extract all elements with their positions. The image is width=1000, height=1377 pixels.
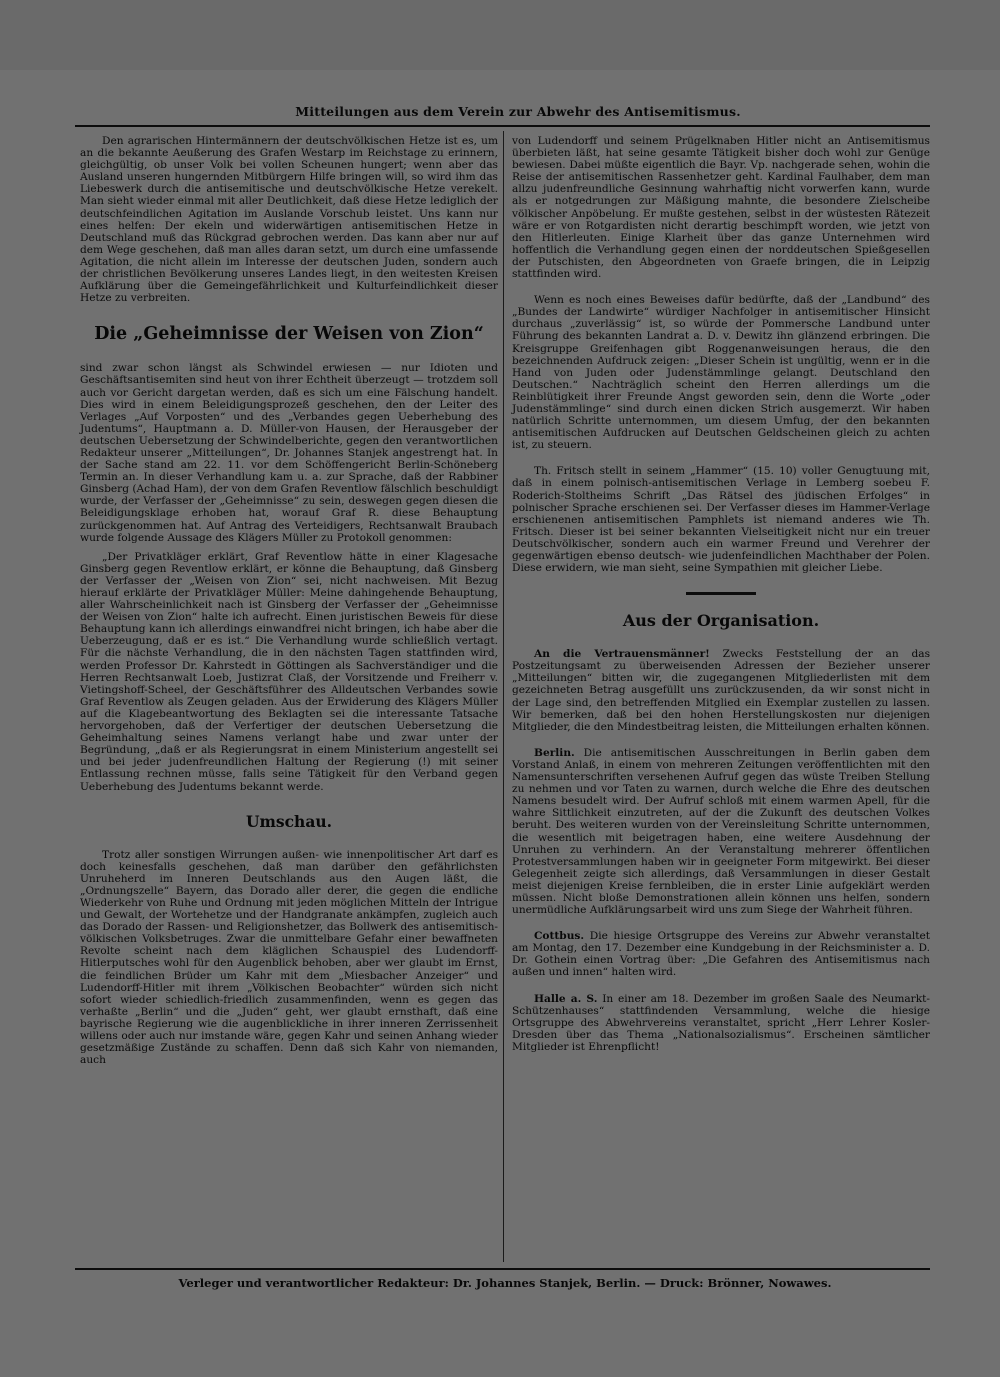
imprint-footer: Verleger und verantwortlicher Redakteur: Dr. Johannes Stanjek, Berlin. — Druck: Brönner, Nowawes. <box>178 1276 832 1290</box>
cottbus-lead: Cottbus. <box>534 930 585 943</box>
top-margin-shade <box>0 0 1000 70</box>
vertrauensmaenner-text: Zwecks Feststellung der an das Postzeitungsamt zu überweisenden Adressen der Bezieher unserer „Mitteilungen“ bitten wir, die zugegangenen Mitgliederlisten mit dem gezeichneten Betrag ausgefüllt uns zurückzusenden, da wir sonst nicht in der Lage sind, den betreffenden Mitglied ein Exemplar zustellen zu lassen. Wir bemerken, daß bei den hohen Herstellungskosten nur diejenigen Mitglieder, die den Mindestbeitrag leisten, die Mitteilungen erhalten können. <box>512 648 931 733</box>
zion-heading: Die „Geheimnisse der Weisen von Zion“ <box>94 324 484 345</box>
column-divider <box>503 131 504 1262</box>
organisation-heading: Aus der Organisation. <box>622 611 820 631</box>
landbund-paragraph: Wenn es noch eines Beweises dafür bedürfte, daß der „Landbund“ des „Bundes der Landwirte“ würdiger Nachfolger in antisemitischer Hinsicht durchaus „zuverlässig“ ist, so würde der Pommersche Landbund unter Führung des bekannten Landrat a. D. v. Dewitz ihn glänzend erbringen. Die Kreisgruppe Greifenhagen gibt Roggenanweisungen heraus, die den bezeichnenden Aufdruck zeigen: „Dieser Schein ist ungültig, wenn er in die Hand von Juden oder Judenstämmlinge gelangt. Deutschland den Deutschen.“ Nachträglich scheint den Herren allerdings um die Reinblütigkeit ihrer Freunde Angst geworden sein, denn die Worte „oder Judenstämmlinge“ sind durch einen dicken Strich ausgemerzt. Wir haben natürlich Schritte unternommen, um diesem Umfug, der den bekannten antisemitischen Aufdrucken auf Deutschen Geldscheinen gleich zu achten ist, zu steuern. <box>512 294 930 452</box>
umschau-paragraph: Trotz aller sonstigen Wirrungen außen- wie innenpolitischer Art darf es doch keinesfalls geschehen, daß man darüber den gefährlichsten Unruheherd im Inneren Deutschlands aus den Augen läßt, die „Ordnungszelle“ Bayern, das Dorado aller derer, die gegen die endliche Wiederkehr von Ruhe und Ordnung mit jeden möglichen Mitteln der Intrigue und Gewalt, der Wortehetze und der Handgranate ankämpfen, zugleich auch das Dorado der Rassen- und Religionshetzer, das Bollwerk des antisemitisch-völkischen Volksbetruges. Zwar die unmittelbare Gefahr einer bewaffneten Revolte scheint nach dem kläglichen Schauspiel des Ludendorff-Hitlerputsches wohl für den Augenblick behoben, aber wer glaubt im Ernst, die feindlichen Brüder um Kahr mit dem „Miesbacher Anzeiger“ und Ludendorff-Hitler mit ihrem „Völkischen Beobachter“ würden sich nicht sofort wieder schiedlich-friedlich zusammenfinden, wenn es gegen das verhaßte „Berlin“ und die „Juden“ geht, wer glaubt ernsthaft, daß eine bayrische Regierung wie die augenblickliche in ihrer inneren Zerrissenheit willens oder auch nur imstande wäre, gegen Kahr und seinen Anhang wieder gesetzmäßige Zustände zu schaffen. Denn daß sich Kahr von niemanden, auch <box>80 848 498 1067</box>
footer-rule <box>75 1268 930 1270</box>
section-divider <box>686 592 756 595</box>
vertrauensmaenner-lead: An die Vertrauensmänner! <box>534 648 710 661</box>
right-column <box>512 135 930 1053</box>
umschau-heading: Umschau. <box>245 811 333 831</box>
zion-paragraph-2: „Der Privatkläger erklärt, Graf Reventlow hätte in einer Klagesache Ginsberg gegen Reventlow erklärt, er könne die Behauptung, daß Ginsberg der Verfasser der „Weisen von Zion“ sei, nicht nachweisen. Mit Bezug hierauf erklärte der Privatkläger Müller: Meine dahingehende Behauptung, aller Wahrscheinlichkeit nach ist Ginsberg der Verfasser der „Geheimnisse der Weisen von Zion“ halte ich aufrecht. Einen juristischen Beweis für diese Behauptung kann ich allerdings einwandfrei nicht bringen, ich habe aber die Ueberzeugung, daß er es ist.“ Die Verhandlung wurde schließlich vertagt. Für die nächste Verhandlung, die in den nächsten Tagen stattfinden wird, werden Professor Dr. Kahrstedt in Göttingen als Sachverständiger und die Herren Rechtsanwalt Loeb, Justizrat Claß, der Vorsitzende und Freiherr v. Vietingshoff-Scheel, der Geschäftsführer des Alldeutschen Verbandes sowie Graf Reventlow als Zeugen geladen. Aus der Erwiderung des Klägers Müller auf die Klagebeantwortung des Beklagten sei die interessante Tatsache hervorgehoben, daß der Verfertiger der deutschen Uebersetzung die Geheimhaltung seines Namens verlangt habe und zwar unter der Begründung, „daß er als Regierungsrat in einem Ministerium angestellt sei und bei jeder judenfreundlichen Haltung der Regierung (!) mit seiner Entlassung rechnen müsse, falls seine Tätigkeit für den Verband gegen Ueberhebung des Judentums bekannt werde. <box>80 550 498 793</box>
berlin-lead: Berlin. <box>534 746 575 759</box>
page-header: Mitteilungen aus dem Verein zur Abwehr des Antisemitismus. <box>295 104 741 119</box>
cottbus-text: Die hiesige Ortsgruppe des Vereins zur Abwehr veranstaltet am Montag, den 17. Dezember eine Kundgebung in der Reichsminister a. D. Dr. Gothein einen Vortrag über: „Die Gefahren des Antisemitismus nach außen und innen“ halten wird. <box>512 930 930 979</box>
header-rule <box>75 125 930 127</box>
left-column <box>80 135 498 1066</box>
zion-paragraph-1: sind zwar schon längst als Schwindel erwiesen — nur Idioten und Geschäftsantisemiten sind heut von ihrer Echtheit überzeugt — trotzdem soll auch vor Gericht dargetan werden, daß es sich um eine Fälschung handelt. Dies wird in einem Beleidigungsprozeß geschehen, den der Leiter des Verlages „Auf Vorposten“ und des „Verbandes gegen Ueberhebung des Judentums“, Hauptmann a. D. Müller-von Hausen, der Herausgeber der deutschen Uebersetzung der Schwindelberichte, gegen den verantwortlichen Redakteur unserer „Mitteilungen“, Dr. Johannes Stanjek angestrengt hat. In der Sache stand am 22. 11. vor dem Schöffengericht Berlin-Schöneberg Termin an. In dieser Verhandlung kam u. a. zur Sprache, daß der Rabbiner Ginsberg (Achad Ham), der von dem Grafen Reventlow fälschlich beschuldigt wurde, der Verfasser der „Geheimnisse“ zu sein, deswegen gegen diesen die Beleidigungsklage erhoben hat, worauf Graf R. diese Behauptung zurückgenommen hat. Auf Antrag des Verteidigers, Rechtsanwalt Braubach wurde folgende Aussage des Klägers Müller zu Protokoll genommen: <box>80 362 498 544</box>
cottbus-paragraph <box>512 930 930 978</box>
fritsch-paragraph: Th. Fritsch stellt in seinem „Hammer“ (15. 10) voller Genugtuung mit, daß in einem polnisch-antisemitischen Verlage in Lemberg soebeu F. Roderich-Stoltheims Schrift „Das Rätsel des jüdischen Erfolges“ in polnischer Sprache erschienen sei. Der Verfasser dieses im Hammer-Verlage erschienenen antisemitischen Pamphlets ist niemand anderes wie Th. Fritsch. Dieser ist bei seiner bekannten Vielseitigkeit nicht nur ein treuer Deutschvölkischer, sondern auch ein warmer Freund und Verehrer der gegenwärtigen ebenso deutsch- wie judenfeindlichen Machthaber der Polen. Diese erwidern, wie man sieht, seine Sympathien mit gleicher Liebe. <box>512 465 930 575</box>
intro-paragraph: Den agrarischen Hintermännern der deutschvölkischen Hetze ist es, um an die bekannte Aeußerung des Grafen Westarp im Reichstage zu erinnern, gleichgültig, ob unser Volk bei vollen Scheunen hungert; wenn aber das Ausland unseren hungernden Mitbürgern Hilfe bringen will, so wird ihm das Liebeswerk durch die antisemitische und deutschvölkische Hetze verekelt. Man sieht wieder einmal mit aller Deutlichkeit, daß diese Hetze lediglich der deutschfeindlichen Agitation im Auslande Vorschub leistet. Uns kann nur eines helfen: Der ekeln und widerwärtigen antisemitischen Hetze in Deutschland muß das Rückgrad gebrochen werden. Das kann aber nur auf dem Wege geschehen, daß man alles daran setzt, um durch eine umfassende Agitation, die nicht allein im Interesse der deutschen Juden, sondern auch der christlichen Bevölkerung unseres Landes liegt, in den weitesten Kreisen Aufklärung über die Gemeingefährlichkeit und Kulturfeindlichkeit dieser Hetze zu verbreiten. <box>80 135 498 305</box>
halle-paragraph <box>512 993 930 1053</box>
halle-lead: Halle a. S. <box>534 992 598 1005</box>
berlin-paragraph <box>512 747 930 916</box>
halle-text: In einer am 18. Dezember im großen Saale des Neumarkt-Schützenhauses“ stattfindenden Versammlung, welche die hiesige Ortsgruppe des Abwehrvereins veranstaltet, spricht „Herr Lehrer Kosler-Dresden über das Thema „Nationalsozialismus“. Erscheinen sämtlicher Mitglieder ist Ehrenpflicht! <box>512 992 931 1053</box>
vertrauensmaenner-paragraph <box>512 648 930 733</box>
continuation-paragraph-1: von Ludendorff und seinem Prügelknaben Hitler nicht an Antisemitismus überbieten läßt, hat seine gesamte Tätigkeit bisher doch wohl zur Genüge bewiesen. Dabei müßte eigentlich die Bayr. Vp. nachgerade sehen, wohin die Reise der antisemitischen Rassenhetzer geht. Kardinal Faulhaber, dem man allzu judenfreundliche Gesinnung wahrhaftig nicht vorwerfen kann, wurde als er notgedrungen zur Mäßigung mahnte, die besondere Zielscheibe völkischer Anpöbelung. Er mußte gestehen, selbst in der wüstesten Rätezeit wäre er von Rotgardisten nicht derartig beschimpft worden, wie jetzt von den Hitlerleuten. Einige Klarheit über das ganze Unternehmen wird hoffentlich die Verhandlung gegen einen der norddeutschen Spießgesellen der Putschisten, den Abgeordneten von Graefe bringen, die in Leipzig stattfinden wird. <box>512 135 930 281</box>
berlin-text: Die antisemitischen Ausschreitungen in Berlin gaben dem Vorstand Anlaß, in einem von mehreren Zeitungen veröffentlichten mit den Namensunterschriften versehenen Aufruf gegen das wüste Treiben Stellung zu nehmen und vor Taten zu warnen, durch welche die Ehre des deutschen Namens besudelt wird. Der Aufruf schloß mit einem warmen Apell, für die wahre Sittlichkeit einzutreten, auf der die Zukunft des deutschen Volkes beruht. Des weiteren wurden von der Vereinsleitung Schritte unternommen, die wesentlich mit beigetragen haben, eine weitere Ausdehnung der Unruhen zu verhindern. An der Veranstaltung mehrerer öffentlichen Protestversammlungen haben wir in geeigneter Form mitgewirkt. Bei dieser Gelegenheit zeigte sich allerdings, daß Versammlungen in dieser Gestalt meist diejenigen Kreise fernbleiben, die in erster Linie aufgeklärt werden müssen. Nicht bloße Demonstrationen allein können uns helfen, sondern unermüdliche Aufklärungsarbeit wird uns zum Siege der Wahrheit führen. <box>512 746 930 917</box>
